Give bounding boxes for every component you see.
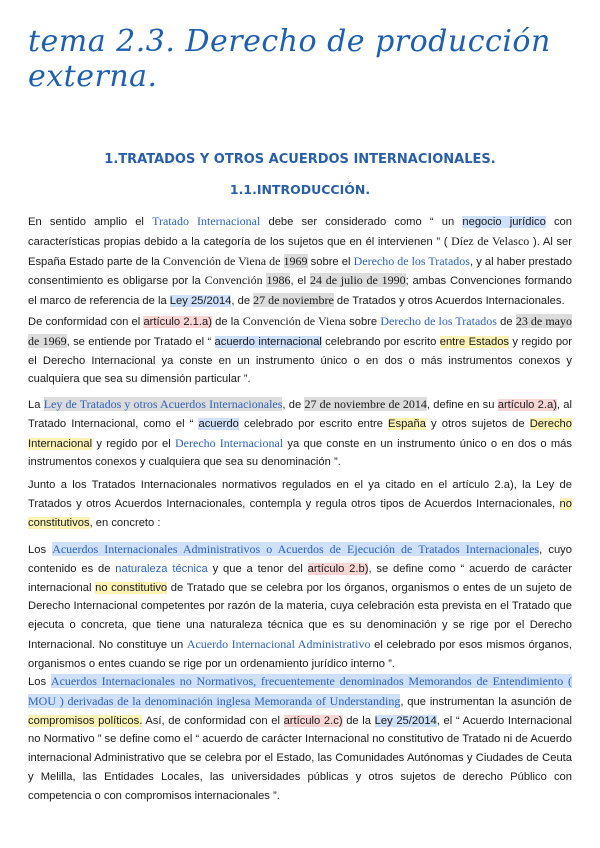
text: con características propias debido a la categoría de los sujetos que en él intervienen ” ( (28, 216, 572, 248)
highlight: España (388, 417, 426, 430)
term: naturaleza técnica (115, 562, 208, 575)
highlight: compromisos políticos. (28, 714, 143, 727)
text: , el (290, 275, 310, 288)
highlight: acuerdo (198, 417, 239, 430)
date-highlight: 23 de mayo de 1969 (28, 314, 572, 348)
text: Los (28, 544, 53, 556)
highlight: no constitutivo (95, 581, 168, 594)
text: Los (28, 676, 51, 688)
law-highlight: Ley 25/2014 (374, 714, 437, 727)
paragraph-6 (28, 672, 572, 806)
text: , se entiende por Tratado el “ (66, 335, 215, 348)
text: , que instrumentan la asunción de (400, 695, 573, 708)
date-highlight: 1969 (283, 253, 308, 268)
article-highlight: artículo 2.1.a) (143, 316, 212, 328)
highlight: negocio jurídico (462, 216, 546, 228)
highlight: Derecho Internacional (28, 417, 572, 450)
text: , de (282, 399, 305, 411)
text: sobre (345, 316, 381, 328)
page-title: tema 2.3. Derecho de producción externa. (28, 24, 551, 94)
text: el celebrado por esos mismos órganos, organismos o entes cuando se rige por un ordenamiento jurídico interno ”. (28, 638, 572, 670)
text: celebrando por escrito (321, 335, 440, 348)
text: ). Al ser España Estado parte de la (28, 235, 573, 268)
date-highlight: 1986 (266, 273, 291, 288)
term: Derecho de los Tratados (380, 314, 497, 328)
text: de (496, 316, 516, 328)
section-heading: 1.TRATADOS Y OTROS ACUERDOS INTERNACIONALES. (104, 152, 496, 167)
term: Convención de Viena (242, 314, 346, 328)
text: , en concreto : (89, 516, 161, 529)
paragraph-4 (28, 476, 572, 532)
text: celebrado por escrito entre (238, 417, 389, 430)
text: , y al haber prestado consentimiento es obligarse por la (28, 255, 573, 288)
text: , el “ Acuerdo Internacional no Normativo ” se define como el “ acuerdo de carácter Internacional no constitutivo de Tratado ni de Acuerdo internacional Administrativo que se celebra por el Estado, las Comunidades Autónomas y Ciudades de Ceuta y Melilla, las Entidades Locales, las universidades públicas y otros sujetos de derecho Público con competencia o con compromisos internacionales ”. (28, 714, 572, 802)
text: de Tratado que se celebra por los órganos, organismos o entes de un sujeto de Derecho Internacional competentes por razón de la materia, cuya celebración esta prevista en el Tratado que ejecuta o concreta, que tiene una naturaleza técnica que es su denominación y se rige por el Derecho Internacional. No constituye un (28, 581, 572, 651)
text: Así, de conformidad con el (142, 714, 284, 727)
text: , cuyo contenido es de (28, 544, 572, 575)
term-highlight: Acuerdos Internacionales no Normativos, frecuentemente denominados Memorandos de Entendimiento ( MOU ) derivadas de la denominación inglesa Memoranda of Understanding (28, 674, 572, 708)
text: ; ambas Convenciones formando el marco de referencia de la (28, 275, 572, 308)
term: Acuerdo Internacional Administrativo (186, 636, 371, 651)
text: , de (231, 295, 254, 308)
paragraph-5 (28, 540, 572, 674)
paragraph-1 (28, 212, 572, 311)
text: de la (211, 316, 243, 328)
subsection-heading: 1.1.INTRODUCCIÓN. (229, 182, 371, 197)
date-highlight: 27 de noviembre (253, 293, 334, 308)
text: de Tratados y otros Acuerdos Internacionales. (333, 295, 565, 308)
paragraph-2 (28, 312, 572, 389)
text: Junto a los Tratados Internacionales normativos regulados en el ya citado en el artículo 2.a), la Ley de Tratados y otros Acuerdos Internacionales, contempla y regula otros tipos de Acuerdos Internacionales, (28, 479, 572, 510)
term: Convención (204, 273, 263, 288)
term: Derecho Internacional (175, 435, 284, 450)
term-highlight: Acuerdos Internacionales Administrativos o Acuerdos de Ejecución de Tratados Internacionales (52, 542, 540, 556)
law-highlight: Ley 25/2014 (169, 295, 232, 308)
term: Convención de Viena de (163, 253, 281, 268)
text: sobre el (307, 255, 354, 268)
highlight: acuerdo internacional (214, 335, 322, 348)
text: y otros sujetos de (425, 417, 530, 430)
text: y regido por el (92, 437, 175, 450)
text: , se define como “ acuerdo de carácter internacional (28, 562, 572, 594)
text: En sentido amplio el (28, 216, 153, 228)
text: debe ser considerado como “ un (260, 216, 463, 228)
text: La (28, 399, 44, 411)
author: Díez de Velasco (451, 233, 530, 248)
term: Tratado Internacional (152, 214, 261, 228)
text: y que a tenor del (207, 562, 308, 575)
text: de la (342, 714, 375, 727)
article-highlight: artículo 2.b) (307, 562, 369, 575)
text: y regido por el Derecho Internacional ya conste en un instrumento único o en dos o más instrumentos conexos y cualquiera que sea su dimensión particular ”. (28, 335, 572, 386)
term: Derecho de los Tratados (353, 253, 470, 268)
law-highlight: Ley de Tratados y otros Acuerdos Internacionales (43, 397, 283, 411)
text: , al Tratado Internacional, como el “ (28, 399, 572, 430)
date-highlight: 24 de julio de 1990 (309, 273, 406, 288)
paragraph-3 (28, 395, 572, 472)
article-highlight: artículo 2.c) (283, 714, 343, 727)
text: De conformidad con el (28, 316, 144, 328)
text: ya que conste en un instrumento único o en dos o más instrumentos conexos y cualquiera que sea su denominación ”. (28, 437, 572, 469)
date-highlight: 27 de noviembre de 2014 (304, 397, 427, 411)
text: , define en su (426, 399, 498, 411)
highlight: entre Estados (439, 335, 510, 348)
highlight: no constitutivos (28, 497, 572, 529)
article-highlight: artículo 2.a) (497, 399, 557, 411)
